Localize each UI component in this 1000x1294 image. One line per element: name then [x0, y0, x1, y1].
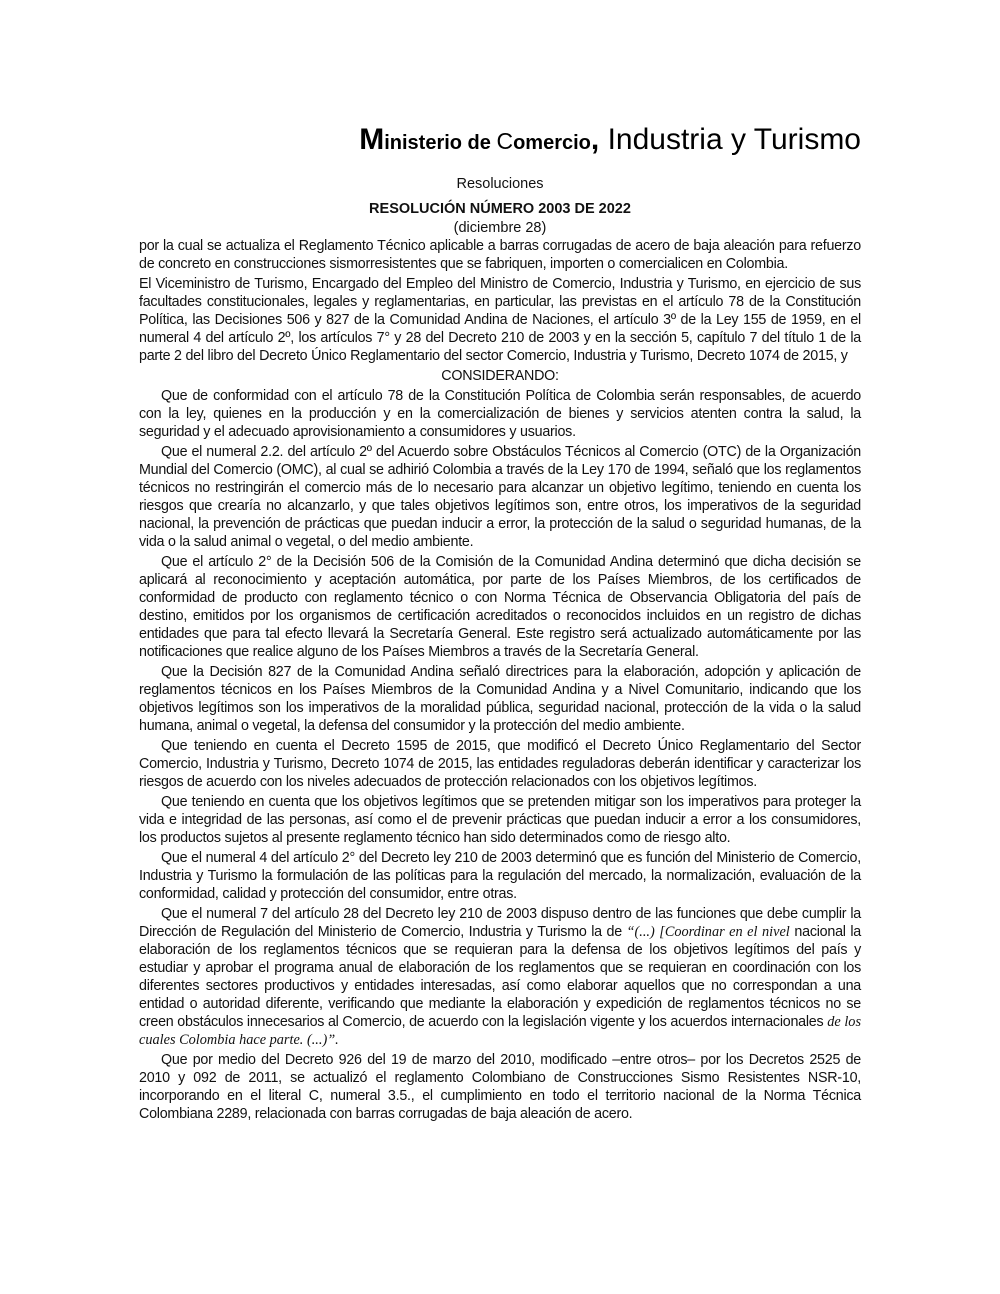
ministry-name	[139, 118, 861, 165]
ministry-initial-c: C	[496, 128, 514, 154]
resolution-number: RESOLUCIÓN NÚMERO 2003 DE 2022	[369, 201, 631, 217]
considerando-paragraph-7: Que el numeral 4 del artículo 2° del Decreto ley 210 de 2003 determinó que es función del Ministerio de Comercio, Industria y Turismo la formulación de las políticas para la regulación del mercado, la normalización, evaluación de la conformidad, calidad y protección del consumidor, entre otras.	[139, 850, 861, 902]
considerando-heading: CONSIDERANDO:	[441, 368, 559, 384]
considerando-paragraph-8	[139, 905, 861, 1049]
authority-paragraph: El Viceministro de Turismo, Encargado del Empleo del Ministro de Comercio, Industria y Turismo, en ejercicio de sus facultades constitucionales, legales y reglamentarias, en particular, las previstas en el artículo 78 de la Constitución Política, las Decisiones 506 y 827 de la Comunidad Andina de Naciones, el artículo 3º de la Ley 155 de 1959, en el numeral 4 del artículo 2º, los artículos 7° y 28 del Decreto 210 de 2003 y en la sección 5, capítulo 7 del título 1 de la parte 2 del libro del Decreto Único Reglamentario del sector Comercio, Industria y Turismo, Decreto 1074 de 2015, y	[139, 276, 861, 364]
paragraph-8-quote-start: “(...) [Coordinar en el nivel	[626, 924, 790, 940]
paragraph-8-middle: nacional la elaboración de los reglamentos técnicos que se requieran para la defensa de los objetivos legítimos del país y estudiar y aprobar el programa anual de elaboración de los reglamentos que se requieran en coordinación con los diferentes sectores productivos y entidades interesadas, así como elaborar aquellos que no correspondan a una entidad o autoridad diferente, verificando que mediante la elaboración y expedición de reglamentos técnicos no se creen obstáculos innecesarios al Comercio, de acuerdo con la legislación vigente y los acuerdos internacionales	[139, 924, 861, 1030]
considerando-paragraph-1: Que de conformidad con el artículo 78 de la Constitución Política de Colombia serán responsables, de acuerdo con la ley, quienes en la producción y en la comercialización de bienes y servicios atenten contra la salud, la seguridad y el adecuado aprovisionamiento a consumidores y usuarios.	[139, 388, 861, 440]
resolution-body	[139, 237, 861, 1123]
considerando-paragraph-4: Que la Decisión 827 de la Comunidad Andina señaló directrices para la elaboración, adopción y aplicación de reglamentos técnicos en los Países Miembros de la Comunidad Andina y a Nivel Comunitario, indicando que los objetivos legítimos son los imperativos de la moralidad pública, seguridad nacional, protección de la vida o la salud humana, animal o vegetal, la defensa del consumidor y la protección del medio ambiente.	[139, 664, 861, 734]
ministry-part-2: omercio	[513, 132, 591, 154]
document-page	[139, 118, 861, 1123]
ministry-part-3: Industria y Turismo	[599, 123, 861, 156]
section-heading: Resoluciones	[456, 176, 544, 192]
considerando-paragraph-2: Que el numeral 2.2. del artículo 2º del Acuerdo sobre Obstáculos Técnicos al Comercio (OTC) de la Organización Mundial del Comercio (OMC), al cual se adhirió Colombia a través de la Ley 170 de 1994, señaló que los reglamentos técnicos no restringirán el comercio más de lo necesario para alcanzar un objetivo legítimo, teniendo en cuenta los riesgos que crearía no alcanzarlo, y que tales objetivos legítimos son, entre otros, los imperativos de la seguridad nacional, la prevención de prácticas que puedan inducir a error, la protección de la salud o seguridad humanas, de la vida o la salud animal o vegetal, o del medio ambiente.	[139, 444, 861, 550]
preamble: por la cual se actualiza el Reglamento Técnico aplicable a barras corrugadas de acero de baja aleación para refuerzo de concreto en construcciones sismorresistentes que se fabriquen, importen o comercialicen en Colombia.	[139, 238, 861, 272]
paragraph-8-quote-end: de los cuales Colombia hace parte. (...)”.	[139, 1014, 862, 1048]
ministry-comma: ,	[590, 123, 600, 156]
considerando-paragraph-6: Que teniendo en cuenta que los objetivos legítimos que se pretenden mitigar son los imperativos para proteger la vida e integridad de las personas, así como el de prevenir prácticas que puedan inducir a error a los consumidores, los productos sujetos al presente reglamento técnico han sido determinados como de riesgo alto.	[139, 794, 861, 846]
ministry-part-1: inisterio de	[384, 132, 497, 154]
considerando-paragraph-9: Que por medio del Decreto 926 del 19 de marzo del 2010, modificado –entre otros– por los Decretos 2525 de 2010 y 092 de 2011, se actualizó el reglamento Colombiano de Construcciones Sismo Resistentes NSR-10, incorporando en el literal C, numeral 3.5., el cumplimiento en todo el territorio nacional de la Norma Técnica Colombiana 2289, relacionada con barras corrugadas de baja aleación de acero.	[139, 1052, 861, 1122]
resolution-date: (diciembre 28)	[453, 220, 547, 236]
considerando-paragraph-5: Que teniendo en cuenta el Decreto 1595 de 2015, que modificó el Decreto Único Reglamentario del Sector Comercio, Industria y Turismo, Decreto 1074 de 2015, las entidades reguladoras deberán identificar y caracterizar los riesgos de acuerdo con los niveles adecuados de protección relacionados con los objetivos legítimos.	[139, 738, 861, 790]
considerando-paragraph-3: Que el artículo 2° de la Decisión 506 de la Comisión de la Comunidad Andina determinó que dicha decisión se aplicará al reconocimiento y aceptación automática, por parte de los Países Miembros, de los certificados de conformidad de producto con reglamento técnico o con Norma Técnica de Observancia Obligatoria del país de destino, emitidos por los organismos de certificación acreditados o reconocidos incluidos en un registro de dichas entidades que para tal efecto llevará la Secretaría General. Este registro será actualizado automáticamente por las notificaciones que realice alguno de los Países Miembros a través de la Secretaría General.	[139, 554, 861, 660]
paragraph-8-start: Que el numeral 7 del artículo 28 del Decreto ley 210 de 2003 dispuso dentro de las funciones que debe cumplir la Dirección de Regulación del Ministerio de Comercio, Industria y Turismo la de	[139, 906, 861, 940]
ministry-initial-m: M	[359, 123, 385, 156]
